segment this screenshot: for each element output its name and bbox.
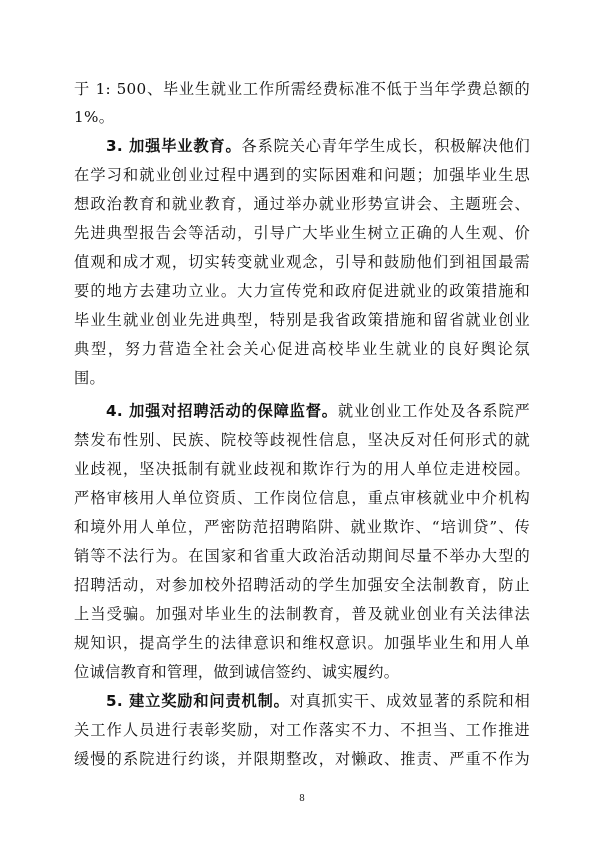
- text-line: [74, 454, 530, 484]
- section-4-heading: 4. 加强对招聘活动的保障监督。: [106, 402, 338, 420]
- text-line: [74, 74, 530, 104]
- text-line: [74, 102, 530, 132]
- line-text: 各系院关心青年学生成长，积极解决他们: [241, 137, 530, 155]
- line-text: 销等不法行为。在国家和省重大政治活动期间尽量不举办大型的: [74, 547, 530, 565]
- section-heading-line: [106, 396, 530, 426]
- line-text: 位诚信教育和管理，做到诚信签约、诚实履约。: [74, 663, 400, 681]
- text-line: [74, 657, 530, 687]
- text-line: [74, 160, 530, 190]
- text-line: [74, 189, 530, 219]
- line-text: 业歧视，坚决抵制有就业歧视和欺诈行为的用人单位走进校园。: [74, 460, 530, 478]
- line-text: 上当受骗。加强对毕业生的法制教育，普及就业创业有关法律法: [74, 605, 530, 623]
- text-line: [74, 305, 530, 335]
- text-line: [74, 247, 530, 277]
- line-text: 招聘活动，对参加校外招聘活动的学生加强安全法制教育，防止: [74, 576, 530, 594]
- line-text: 值观和成才观，切实转变就业观念，引导和鼓励他们到祖国最需: [74, 253, 530, 271]
- line-text: 在学习和就业创业过程中遇到的实际困难和问题；加强毕业生思: [74, 166, 530, 184]
- line-text: 严格审核用人单位资质、工作岗位信息，重点审核就业中介机构: [74, 489, 530, 507]
- line-text: 典型，努力营造全社会关心促进高校毕业生就业的良好舆论氛: [74, 340, 530, 358]
- text-line: [74, 744, 530, 774]
- text-line: [74, 334, 530, 364]
- text-line: [74, 276, 530, 306]
- text-line: [74, 570, 530, 600]
- text-line: [74, 599, 530, 629]
- text-line: [74, 218, 530, 248]
- line-text: 就业创业工作处及各系院严: [337, 402, 530, 420]
- section-heading-line: [106, 686, 530, 716]
- page-number: 8: [299, 794, 305, 804]
- line-text: 围。: [74, 369, 105, 387]
- section-5-heading: 5. 建立奖励和问责机制。: [106, 692, 290, 710]
- text-line: [74, 512, 530, 542]
- line-text: 想政治教育和就业教育，通过举办就业形势宣讲会、主题班会、: [74, 195, 530, 213]
- line-text: 对真抓实干、成效显著的系院和相: [289, 692, 530, 710]
- line-text: 于 1: 500、毕业生就业工作所需经费标准不低于当年学费总额的: [74, 80, 530, 98]
- line-text: 毕业生就业创业先进典型，特别是我省政策措施和留省就业创业: [74, 311, 530, 329]
- section-heading-line: [106, 131, 530, 161]
- line-text: 关工作人员进行表彰奖励，对工作落实不力、不担当、工作推进: [74, 721, 530, 739]
- text-line: [74, 363, 530, 393]
- text-line: [74, 715, 530, 745]
- line-text: 1%。: [74, 108, 115, 126]
- text-line: [74, 628, 530, 658]
- line-text: 先进典型报告会等活动，引导广大毕业生树立正确的人生观、价: [74, 224, 530, 242]
- text-line: [74, 483, 530, 513]
- text-line: [74, 541, 530, 571]
- section-3-heading: 3. 加强毕业教育。: [106, 137, 242, 155]
- line-text: 规知识，提高学生的法律意识和维权意识。加强毕业生和用人单: [74, 634, 530, 652]
- line-text: 要的地方去建功立业。大力宣传党和政府促进就业的政策措施和: [74, 282, 530, 300]
- text-line: [74, 425, 530, 455]
- line-text: 缓慢的系院进行约谈，并限期整改，对懒政、推责、严重不作为: [74, 750, 530, 768]
- line-text: 和境外用人单位，严密防范招聘陷阱、就业欺诈、“培训贷”、传: [74, 518, 530, 536]
- line-text: 禁发布性别、民族、院校等歧视性信息，坚决反对任何形式的就: [74, 431, 530, 449]
